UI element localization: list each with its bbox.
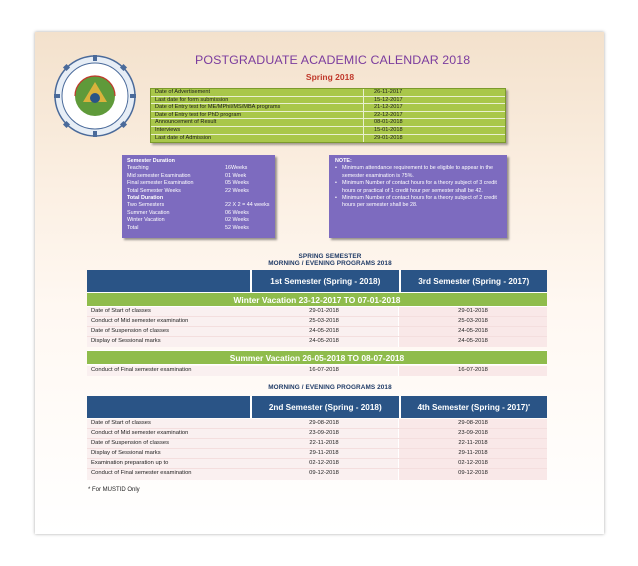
key-date-row: Interviews 15-01-2018 [151, 127, 505, 135]
duration-line: Final semester Examination 05 Weeks [127, 180, 249, 187]
note-item: • Minimum Number of contact hours for a theory subject of 2 credit hours per semester shall be 28. [335, 195, 501, 210]
page-subtitle: Spring 2018 [305, 72, 355, 82]
column-2nd-semester: 2nd Semester (Spring - 2018) [250, 396, 399, 418]
university-seal-logo [53, 54, 137, 138]
duration-line: Summer Vacation 06 Weeks [127, 209, 249, 216]
key-date-row: Date of Advertisement 26-11-2017 [151, 89, 505, 97]
table-row: Conduct of Final semester examination 16-07-2018 16-07-2018 [87, 366, 547, 376]
table-row: Conduct of Mid semester examination 23-09-2018 23-09-2018 [87, 429, 547, 439]
duration-heading: Semester Duration [127, 158, 175, 164]
duration-line: Two Semesters 22 X 2 = 44 weeks [127, 202, 270, 209]
footnote-marker: * [528, 404, 531, 410]
table-row: Date of Suspension of classes 24-05-2018 24-05-2018 [87, 327, 547, 337]
spring-heading: SPRING SEMESTER MORNING / EVENING PROGRAMS 2018 [268, 253, 392, 268]
winter-vacation-bar: Winter Vacation 23-12-2017 TO 07-01-2018 [87, 292, 547, 307]
table-row: Display of Sessional marks 29-11-2018 29-11-2018 [87, 449, 547, 459]
spring-table-header [87, 270, 547, 292]
column-3rd-semester: 3rd Semester (Spring - 2017) [399, 270, 548, 292]
duration-line: Winter Vacation 02 Weeks [127, 217, 249, 224]
fall-rows [87, 419, 547, 480]
key-date-row: Date of Entry test for PhD program 22-12-2017 [151, 112, 505, 120]
note-box [329, 155, 507, 238]
page-title: POSTGRADUATE ACADEMIC CALENDAR 2018 [195, 53, 471, 67]
key-date-row: Announcement of Result 08-01-2018 [151, 119, 505, 127]
note-heading: NOTE: [335, 158, 352, 164]
table-row: Examination preparation up to 02-12-2018 02-12-2018 [87, 459, 547, 469]
footnote: * For MUSTID Only [88, 487, 140, 493]
duration-line: Teaching 16Weeks [127, 165, 248, 172]
table-row: Date of Start of classes 29-01-2018 29-01-2018 [87, 307, 547, 317]
table-row: Display of Sessional marks 24-05-2018 24-05-2018 [87, 337, 547, 347]
duration-line: Total Semester Weeks 22 Weeks [127, 187, 249, 194]
note-item: • Minimum Number of contact hours for a theory subject of 3 credit hours or practical of 1 credit hour per semester shall be 42. [335, 180, 501, 195]
duration-line: Total 52 Weeks [127, 224, 249, 231]
key-date-row: Last date of Admission 29-01-2018 [151, 135, 505, 143]
column-4th-semester: 4th Semester (Spring - 2017) * [399, 396, 548, 418]
table-row: Date of Suspension of classes 22-11-2018 22-11-2018 [87, 439, 547, 449]
summer-vacation-bar: Summer Vacation 26-05-2018 TO 08-07-2018 [87, 350, 547, 365]
table-row: Conduct of Final semester examination 09-12-2018 09-12-2018 [87, 469, 547, 479]
key-date-row: Date of Entry test for ME/MPhil/MS/MBA programs 21-12-2017 [151, 104, 505, 112]
total-duration-heading: Total Duration [127, 195, 164, 202]
duration-line: Mid semester Examination 01 Week [127, 172, 247, 179]
key-date-row: Last date for form submission 15-12-2017 [151, 97, 505, 105]
table-row: Conduct of Mid semester examination 25-03-2018 25-03-2018 [87, 317, 547, 327]
key-dates-table [150, 88, 506, 143]
fall-table-header [87, 396, 547, 418]
fall-heading: MORNING / EVENING PROGRAMS 2018 [268, 384, 392, 391]
column-1st-semester: 1st Semester (Spring - 2018) [250, 270, 399, 292]
spring-final-row [87, 366, 547, 376]
note-item: • Minimum attendance requirement to be eligible to appear in the semester examination is 75%. [335, 165, 501, 180]
table-row: Date of Start of classes 29-08-2018 29-08-2018 [87, 419, 547, 429]
spring-rows [87, 307, 547, 347]
semester-duration-box [122, 155, 275, 238]
